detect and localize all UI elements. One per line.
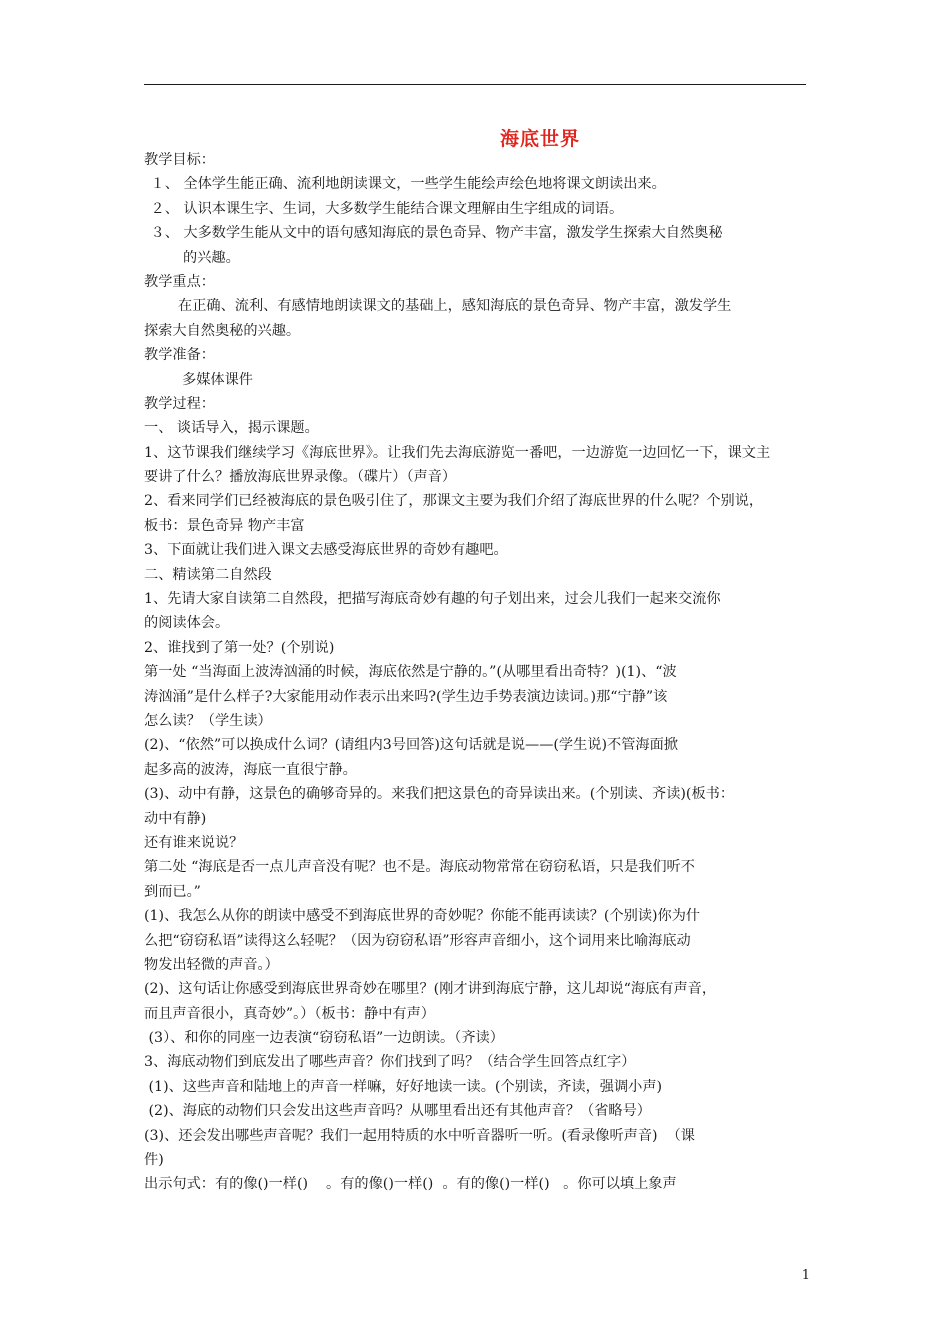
text-line: 到而已。” bbox=[144, 883, 201, 900]
text-line: 教学目标： bbox=[144, 152, 215, 168]
text-line: ２、 认识本课生字、生词，大多数学生能结合课文理解由生字组成的词语。 bbox=[146, 200, 624, 217]
text-line: (1)、这些声音和陆地上的声音一样嘛，好好地读一读。(个别读，齐读，强调小声) bbox=[144, 1078, 663, 1095]
text-line: (2)、海底的动物们只会发出这些声音吗？从哪里看出还有其他声音？（省略号） bbox=[144, 1103, 651, 1120]
page-number: 1 bbox=[801, 1268, 810, 1283]
text-line: 3、下面就让我们进入课文去感受海底世界的奇妙有趣吧。 bbox=[144, 542, 508, 559]
text-line: (2)、这句话让你感受到海底世界奇妙在哪里？(刚才讲到海底宁静，这儿却说“海底有声音， bbox=[144, 981, 717, 998]
text-line: (3)、动中有静，这景色的确够奇异的。来我们把这景色的奇异读出来。(个别读、齐读)(板书： bbox=[144, 786, 735, 803]
text-line: 件) bbox=[144, 1152, 164, 1169]
text-line: (2)、“依然”可以换成什么词？(请组内3号回答)这句话就是说——(学生说)不管海面掀 bbox=[144, 737, 678, 754]
document-title: 海底世界 bbox=[499, 128, 580, 150]
text-line: 还有谁来说说？ bbox=[144, 834, 244, 851]
text-line: 2、看来同学们已经被海底的景色吸引住了，那课文主要为我们介绍了海底世界的什么呢？个别说， bbox=[144, 493, 764, 510]
text-line: 动中有静) bbox=[144, 810, 207, 827]
text-line: 二、精读第二自然段 bbox=[144, 566, 272, 583]
text-line: 教学过程： bbox=[144, 395, 215, 412]
text-line: 探索大自然奥秘的兴趣。 bbox=[144, 322, 301, 339]
text-line: 怎么读？（学生读） bbox=[144, 712, 272, 729]
text-line: 多媒体课件 bbox=[182, 371, 253, 388]
text-line: 出示句式：有的像()一样() 。有的像()一样() 。有的像()一样() 。你可以填上象声 bbox=[144, 1176, 677, 1193]
text-line: １、 全体学生能正确、流利地朗读课文，一些学生能绘声绘色地将课文朗读出来。 bbox=[146, 176, 666, 193]
text-line: 物发出轻微的声音。） bbox=[144, 956, 279, 973]
text-line: 板书：景色奇异 物产丰富 bbox=[144, 517, 305, 534]
text-line: 么把“窃窃私语”读得这么轻呢？（因为窃窃私语”形容声音细小，这个词用来比喻海底动 bbox=[144, 932, 691, 949]
text-line: 要讲了什么？播放海底世界录像。（碟片）（声音） bbox=[144, 469, 457, 486]
text-line: 第一处 “当海面上波涛汹涌的时候，海底依然是宁静的。”(从哪里看出奇特？)(1)、“波 bbox=[144, 664, 677, 681]
document-body bbox=[144, 148, 860, 1197]
text-line: 在正确、流利、有感情地朗读课文的基础上，感知海底的景色奇异、物产丰富，激发学生 bbox=[178, 298, 732, 315]
text-line: (1)、我怎么从你的朗读中感受不到海底世界的奇妙呢？你能不能再读读？(个别读)你为什 bbox=[144, 908, 701, 925]
text-line: ３、 大多数学生能从文中的语句感知海底的景色奇异、物产丰富，激发学生探索大自然奥秘 bbox=[146, 225, 723, 242]
text-line: 1、先请大家自读第二自然段，把描写海底奇妙有趣的句子划出来，过会儿我们一起来交流你 bbox=[144, 591, 721, 608]
text-line: 教学重点： bbox=[144, 273, 215, 290]
text-line: 的兴趣。 bbox=[183, 249, 240, 266]
text-line: 而且声音很小，真奇妙”。）（板书：静中有声） bbox=[144, 1005, 435, 1022]
text-line: 第二处 “海底是否一点儿声音没有呢？也不是。海底动物常常在窃窃私语，只是我们听不 bbox=[144, 859, 695, 876]
text-line: 一、 谈话导入，揭示课题。 bbox=[144, 420, 319, 437]
text-line: 起多高的波涛，海底一直很宁静。 bbox=[144, 761, 357, 778]
text-line: 2、谁找到了第一处？(个别说) bbox=[144, 639, 335, 656]
text-line: 的阅读体会。 bbox=[144, 615, 230, 632]
text-line: 涛汹涌”是什么样子?大家能用动作表示出来吗?(学生边手势表演边读词。)那“宁静”该 bbox=[144, 688, 668, 705]
text-line: 教学准备： bbox=[144, 347, 215, 364]
text-line: (3）、和你的同座一边表演“窃窃私语”一边朗读。（齐读） bbox=[144, 1030, 504, 1047]
text-line: 3、海底动物们到底发出了哪些声音？你们找到了吗？（结合学生回答点红字） bbox=[144, 1054, 636, 1071]
text-line: (3)、还会发出哪些声音呢？我们一起用特质的水中听音器听一听。(看录像听声音) （课 bbox=[144, 1127, 695, 1144]
text-line: 1、这节课我们继续学习《海底世界》。让我们先去海底游览一番吧，一边游览一边回忆一下，课文主 bbox=[144, 444, 771, 461]
header-rule bbox=[144, 84, 806, 85]
